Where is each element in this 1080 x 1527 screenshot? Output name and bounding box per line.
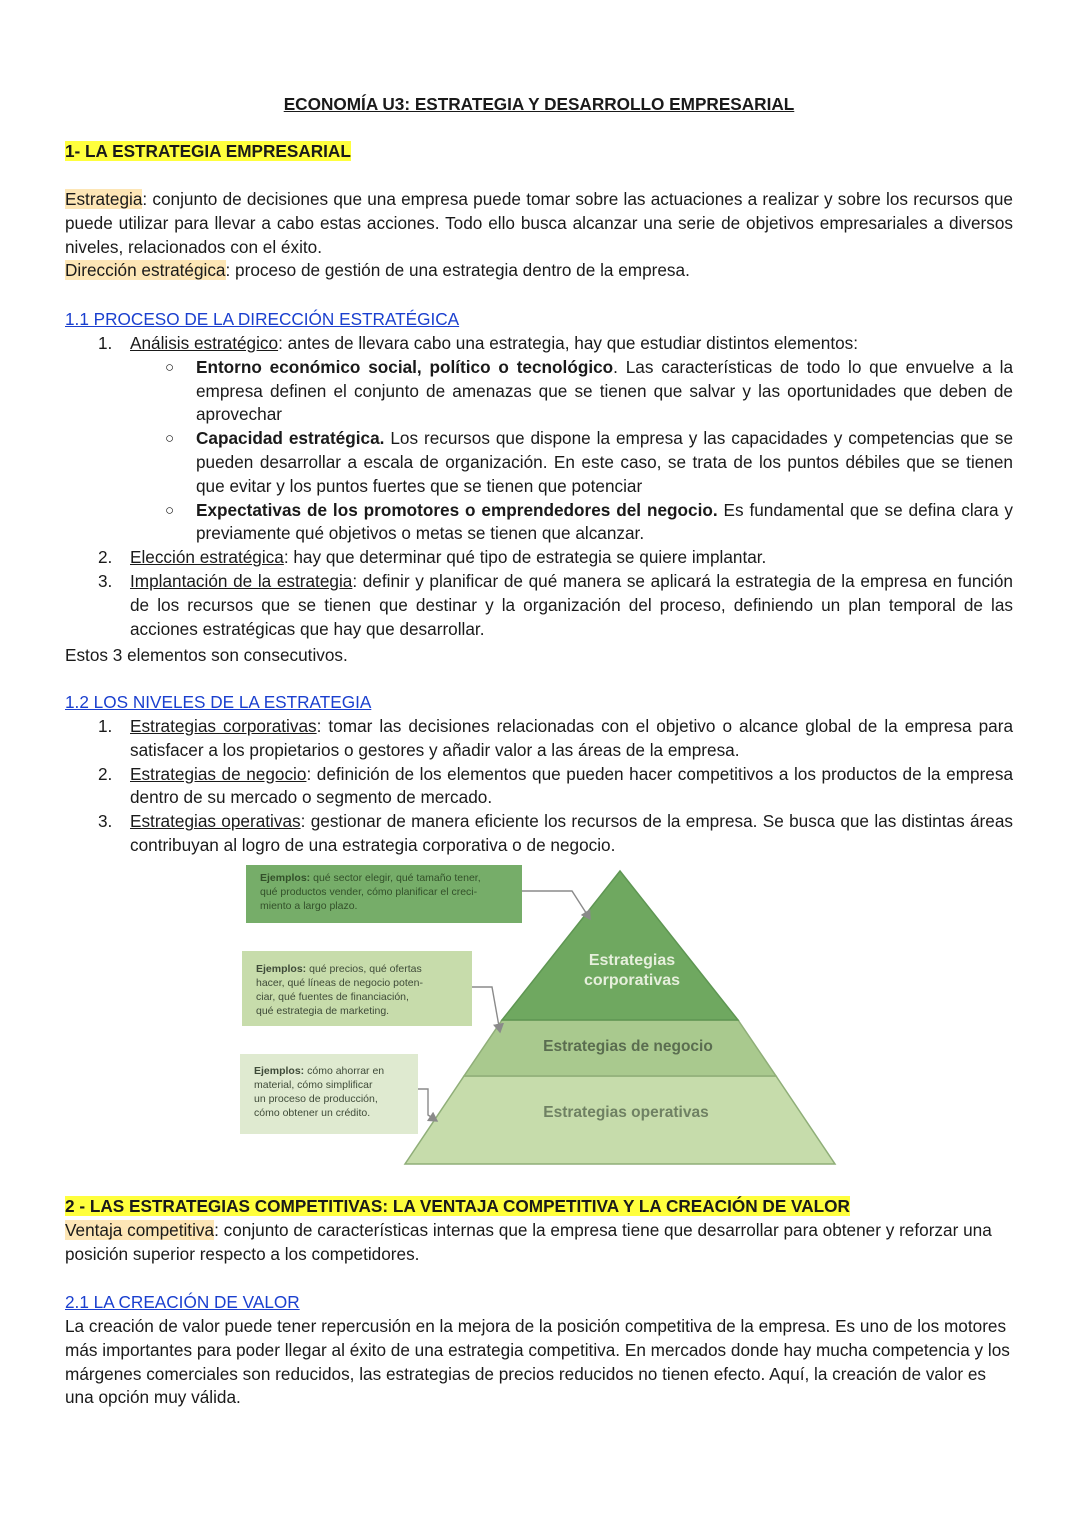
creacion-valor-paragraph: La creación de valor puede tener repercusión en la mejora de la posición competitiva de la empresa. Es uno de los motores más importantes para poder llegar al éxito de una estrategia competitiva. En mercados donde hay mucha competencia y los márgenes comerciales son reducidos, las estrategias de precios reducidos no tienen efecto. Aquí, la creación de valor es una opción muy válida. (65, 1316, 1010, 1408)
list-number: 2. (98, 763, 113, 784)
list-number: 1. (98, 333, 113, 353)
estrategia-text: : conjunto de decisiones que una empresa puede tomar sobre las actuaciones a realizar y sobre los recursos que puede utilizar para llevar a cabo estas acciones. Todo ello busca alcanzar una serie de objetivos empresariales a diversos niveles, relacionados con el éxito. (65, 189, 1013, 257)
section-2-heading (65, 1195, 1013, 1219)
sub-item-text: . Las características de todo lo que envuelve a la empresa definen el conjunto de amenazas que se tienen que salvar y las oportunidades que deben de aprovechar (196, 356, 1013, 425)
estrategia-term: Estrategia (65, 189, 143, 209)
list-item (65, 763, 1013, 811)
connector-arrow-operational (418, 1089, 437, 1121)
sub-item-bold: Entorno económico social, político o tecnológico (196, 356, 614, 377)
example-box-operational-line1: Ejemplos: cómo ahorrar en (254, 1065, 385, 1077)
list-text: : hay que determinar qué tipo de estrategia se quiere implantar. (283, 547, 767, 568)
example-box-business-line2: hacer, qué líneas de negocio poten- (256, 977, 423, 989)
list-number: 2. (98, 547, 113, 568)
sub-item-text: Es fundamental que se defina clara y previamente qué objetivos o metas se tienen que alcanzar. (196, 499, 1014, 544)
list-term: Análisis estratégico (130, 333, 279, 353)
sub-list-item (65, 356, 1013, 427)
strategy-pyramid-figure (230, 857, 850, 1167)
pyramid-bottom-label: Estrategias operativas (543, 1104, 709, 1121)
list-item (65, 546, 1013, 570)
list-item (65, 810, 1013, 858)
direccion-text: : proceso de gestión de una estrategia dentro de la empresa. (225, 260, 690, 280)
process-list (65, 332, 1013, 641)
connector-arrow-business (472, 987, 500, 1032)
list-text: : antes de llevara cabo una estrategia, hay que estudiar distintos elementos: (278, 333, 859, 353)
section-1-1-heading[interactable] (65, 308, 1013, 332)
example-box-corporate-line3: miento a largo plazo. (260, 900, 358, 912)
section-1-2-heading[interactable] (65, 691, 1013, 715)
section-2-heading-text: 2 - LAS ESTRATEGIAS COMPETITIVAS: LA VENTAJA COMPETITIVA Y LA CREACIÓN DE VALOR (65, 1196, 850, 1216)
direccion-term: Dirección estratégica (65, 260, 226, 280)
sub-item-bold: Capacidad estratégica. (196, 428, 385, 449)
list-term: Elección estratégica (130, 547, 284, 568)
example-box-business-line1: Ejemplos: qué precios, qué ofertas (256, 963, 422, 975)
section-1-2-heading-link[interactable]: 1.2 LOS NIVELES DE LA ESTRATEGIA (65, 692, 372, 712)
circle-bullet-icon: ○ (165, 430, 175, 448)
circle-bullet-icon: ○ (165, 501, 175, 519)
list-term: Implantación de la estrategia (130, 570, 353, 591)
section-1-heading (65, 140, 1013, 164)
example-box-business-line4: qué estrategia de marketing. (256, 1005, 390, 1017)
direccion-definition (65, 259, 1013, 283)
sub-item-bold: Expectativas de los promotores o emprendedores del negocio. (196, 499, 718, 520)
list-term: Estrategias de negocio (130, 763, 307, 784)
section-2-1-heading-link[interactable]: 2.1 LA CREACIÓN DE VALOR (65, 1292, 300, 1312)
connector-arrow-corporate (522, 891, 590, 919)
example-box-corporate-line1: Ejemplos: qué sector elegir, qué tamaño tener, (260, 872, 481, 884)
list-number: 1. (98, 716, 113, 736)
list-item (65, 332, 1013, 356)
section-2-1-heading[interactable] (65, 1291, 1013, 1315)
circle-bullet-icon: ○ (165, 358, 175, 376)
list-item (65, 715, 1013, 763)
ventaja-text: : conjunto de características internas que la empresa tiene que desarrollar para obtener y reforzar una posición superior respecto a los competidores. (65, 1220, 992, 1264)
sub-list-item (65, 499, 1013, 547)
list-text: : tomar las decisiones relacionadas con el objetivo o alcance global de la empresa para satisfacer a los propietarios o gestores y añadir valor a las áreas de la empresa. (130, 716, 1013, 760)
ventaja-definition (65, 1219, 1013, 1267)
estrategia-definition (65, 188, 1013, 259)
list-text: : definir y planificar de qué manera se aplicará la estrategia de la empresa en función de los recursos que se tienen que destinar y la organización del proceso, definiendo un plan temporal de las acciones estratégicas que hay que desarrollar. (130, 570, 1013, 639)
section-1-1-heading-link[interactable]: 1.1 PROCESO DE LA DIRECCIÓN ESTRATÉGICA (65, 309, 460, 329)
sub-item-text: Los recursos que dispone la empresa y las capacidades y competencias que se pueden desarrollar a escala de organización. En este caso, se trata de los puntos débiles que se tienen que evitar y los puntos fuertes que se tienen que potenciar (196, 428, 1013, 496)
list-item (65, 570, 1013, 641)
list-term: Estrategias corporativas (130, 716, 317, 736)
sub-list-item (65, 427, 1013, 498)
list-number: 3. (98, 570, 113, 591)
example-box-corporate-line2: qué productos vender, cómo planificar el creci- (260, 886, 478, 898)
pyramid-level-top (502, 871, 738, 1020)
pyramid-top-label-line1: Estrategias (588, 952, 676, 969)
ventaja-term: Ventaja competitiva (65, 1220, 215, 1240)
pyramid-middle-label: Estrategias de negocio (543, 1038, 713, 1055)
example-box-operational-line3: un proceso de producción, (254, 1093, 378, 1105)
levels-list (65, 715, 1013, 858)
process-closing-note: Estos 3 elementos son consecutivos. (65, 645, 348, 665)
list-term: Estrategias operativas (130, 811, 301, 832)
section-1-heading-text: 1- LA ESTRATEGIA EMPRESARIAL (65, 141, 351, 161)
pyramid-top-label-line2: corporativas (583, 972, 681, 989)
example-box-operational-line4: cómo obtener un crédito. (254, 1107, 371, 1119)
document-title: ECONOMÍA U3: ESTRATEGIA Y DESARROLLO EMPRESARIAL (283, 94, 795, 114)
list-text: : gestionar de manera eficiente los recursos de la empresa. Se busca que las distintas áreas contribuyan al logro de una estrategia corporativa o de negocio. (130, 811, 1013, 855)
example-box-business-line3: ciar, qué fuentes de financiación, (256, 991, 409, 1003)
list-number: 3. (98, 811, 113, 832)
list-text: : definición de los elementos que pueden hacer competitivos a los productos de la empresa dentro de su mercado o segmento de mercado. (130, 763, 1013, 808)
example-box-operational-line2: material, cómo simplificar (254, 1079, 373, 1091)
